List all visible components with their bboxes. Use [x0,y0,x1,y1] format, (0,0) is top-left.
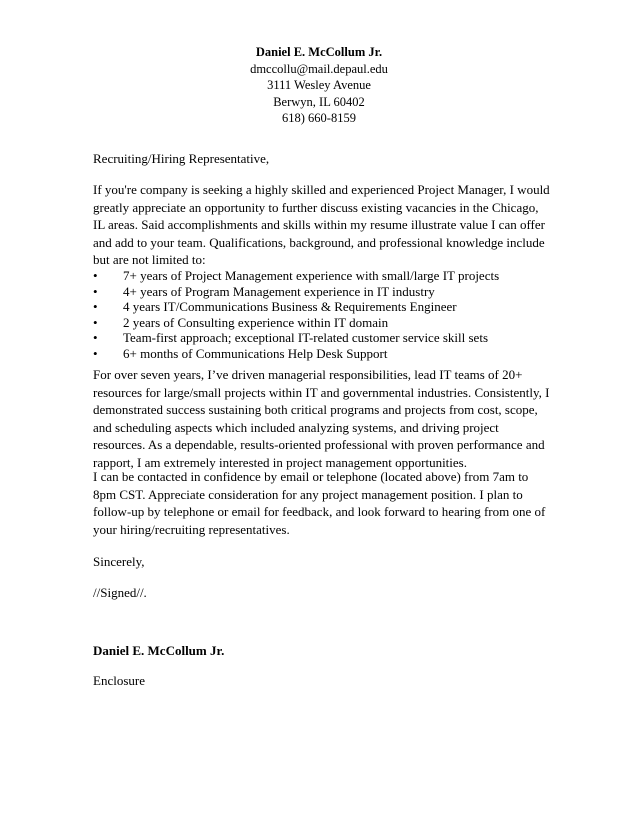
salutation: Recruiting/Hiring Representative, [93,151,270,166]
list-item [93,330,553,346]
letter-header [0,44,638,127]
list-item [93,346,553,362]
contact-block [93,468,553,538]
intro-paragraph: If you're company is seeking a highly skilled and experienced Project Manager, I would greatly appreciate an opportunity to further discuss existing vacancies in the Chicago, IL areas. Said accomplishments and skills within my resume illustrate value I can offer and add to your team. Qualifications, background, and professional knowledge include but are not limited to: [93,182,550,267]
list-item-text: 4+ years of Program Management experience in IT industry [123,283,435,299]
intro-block [93,181,553,269]
bullet-icon: • [93,314,98,330]
sender-name: Daniel E. McCollum Jr. [255,45,383,59]
signature-block [93,642,553,660]
list-item-text: 2 years of Consulting experience within IT domain [123,314,389,330]
bullet-icon: • [93,345,98,361]
closing-block [93,553,553,571]
bullet-icon: • [93,330,98,346]
qualifications-list [93,268,553,362]
bullet-icon: • [93,299,98,315]
sender-street: 3111 Wesley Avenue [267,78,371,92]
list-item [93,284,553,300]
sender-city: Berwyn, IL 60402 [273,94,365,109]
list-item-text: Team-first approach; exceptional IT-related customer service skill sets [123,330,488,346]
experience-block [93,366,553,471]
experience-paragraph: For over seven years, I’ve driven managerial responsibilities, lead IT teams of 20+ resources for large/small projects within IT and governmental industries. Consistently, I demonstrated success sustaining both critical programs and projects from cost, scope, and scheduling aspects which included analyzing systems, and driving project resources. As a dependable, results-oriented professional with proven performance and rapport, I am extremely interested in project management opportunities. [93,367,550,470]
contact-paragraph: I can be contacted in confidence by email or telephone (located above) from 7am to 8pm CST. Appreciate consideration for any project management position. I plan to follow-up by telephone or email for feedback, and look forward to hearing from one of your hiring/recruiting representatives. [93,469,546,537]
enclosure-note: Enclosure [93,673,145,688]
list-item-text: 7+ years of Project Management experience with small/large IT projects [123,268,500,283]
list-item [93,268,553,284]
bullet-icon: • [93,283,98,299]
sender-email: dmccollu@mail.depaul.edu [250,61,388,76]
signed-block [93,584,553,602]
list-item-text: 4 years IT/Communications Business & Requirements Engineer [123,299,457,315]
sender-phone: 618) 660-8159 [282,111,356,125]
bullet-icon: • [93,268,98,283]
list-item [93,299,553,315]
signature-name: Daniel E. McCollum Jr. [93,643,225,658]
list-item-text: 6+ months of Communications Help Desk Support [123,345,388,361]
list-item [93,315,553,331]
closing: Sincerely, [93,554,145,569]
salutation-block [93,150,553,168]
signed-text: //Signed//. [93,585,147,600]
enclosure-block [93,672,553,690]
